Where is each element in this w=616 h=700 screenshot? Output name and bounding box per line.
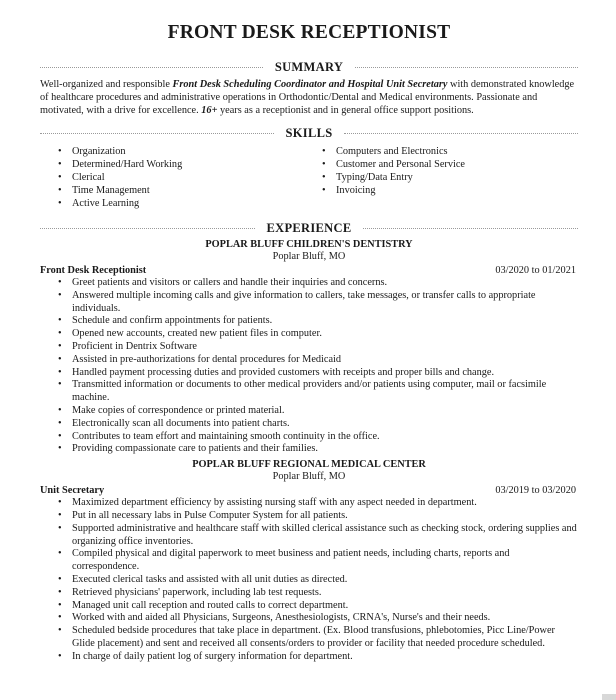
summary-part: Well-organized and responsible	[40, 79, 173, 90]
role-row	[40, 485, 578, 497]
skills-list	[40, 145, 578, 210]
duty-item: • Contributes to team effort and maintaining smooth continuity in the office.	[40, 431, 578, 444]
duty-item: • In charge of daily patient log of surgery information for department.	[40, 651, 578, 664]
duty-item: • Maximized department efficiency by assisting nursing staff with any aspect needed in department.	[40, 497, 578, 510]
job-entry	[40, 239, 578, 456]
skill-item: • Computers and Electronics	[304, 145, 465, 158]
summary-text	[40, 78, 578, 117]
duty-item: • Supported administrative and healthcare staff with skilled clerical assistance such as checking stock, ordering supplies and organizing office inventories.	[40, 523, 578, 549]
heading-rule-left	[40, 228, 255, 229]
duty-item: • Answered multiple incoming calls and give information to callers, take messages, or transfer calls to appropriate individuals.	[40, 290, 578, 316]
job-entry	[40, 459, 578, 663]
job-title: Front Desk Receptionist	[40, 265, 147, 276]
summary-part: with demonstrated knowledge of healthcare procedures and administrative operations in Orthodontic/Dental and Medical environments. Passionate and motivated, with a drive for excellence.	[40, 79, 575, 116]
resume-name: FRONT DESK RECEPTIONIST	[167, 22, 451, 43]
heading-rule-right	[355, 67, 578, 68]
duty-item: • Schedule and confirm appointments for patients.	[40, 315, 578, 328]
duty-item: • Opened new accounts, created new patient files in computer.	[40, 328, 578, 341]
skills-title: SKILLS	[285, 126, 333, 140]
experience-title: EXPERIENCE	[266, 221, 352, 235]
duty-item: • Providing compassionate care to patients and their families.	[40, 443, 578, 456]
skills-column-left	[40, 145, 304, 210]
job-dates: 03/2020 to 01/2021	[495, 265, 576, 276]
duty-item: • Electronically scan all documents into patient charts.	[40, 418, 578, 431]
employer-name: POPLAR BLUFF REGIONAL MEDICAL CENTER	[192, 459, 426, 471]
skill-item: • Time Management	[40, 184, 304, 197]
duties-list	[40, 497, 578, 663]
duty-item: • Proficient in Dentrix Software	[40, 341, 578, 354]
employer-location: Poplar Bluff, MO	[272, 471, 346, 483]
duty-item: • Transmitted information or documents to other medical providers and/or patients using computer, mail or facsimile machine.	[40, 379, 578, 405]
duty-item: • Handled payment processing duties and provided customers with receipts and proper bills and change.	[40, 367, 578, 380]
skill-item: • Typing/Data Entry	[304, 171, 465, 184]
heading-rule-left	[40, 67, 263, 68]
skills-heading	[40, 125, 578, 141]
skill-item: • Active Learning	[40, 197, 304, 210]
heading-rule-right	[363, 228, 578, 229]
duty-item: • Assisted in pre-authorizations for dental procedures for Medicaid	[40, 354, 578, 367]
heading-rule-right	[344, 133, 578, 134]
skills-column-right	[304, 145, 465, 210]
employer-location: Poplar Bluff, MO	[272, 251, 346, 262]
skill-item: • Organization	[40, 145, 304, 158]
skill-item: • Determined/Hard Working	[40, 158, 304, 171]
skill-item: • Customer and Personal Service	[304, 158, 465, 171]
duty-item: • Managed unit call reception and routed calls to correct department.	[40, 600, 578, 613]
role-row	[40, 265, 578, 277]
page-corner-mark	[602, 694, 616, 700]
job-title: Unit Secretary	[40, 485, 105, 497]
summary-title: SUMMARY	[274, 60, 344, 74]
job-dates: 03/2019 to 03/2020	[495, 485, 576, 497]
duty-item: • Executed clerical tasks and assisted with all unit duties as directed.	[40, 574, 578, 587]
summary-emphasis: Front Desk Scheduling Coordinator and Hospital Unit Secretary	[172, 79, 448, 90]
duty-item: • Worked with and aided all Physicians, Surgeons, Anesthesiologists, CRNA's, Nurse's and their needs.	[40, 612, 578, 625]
summary-years: 16+	[201, 105, 218, 116]
duties-list	[40, 277, 578, 456]
employer-name: POPLAR BLUFF CHILDREN'S DENTISTRY	[205, 239, 413, 250]
experience-heading	[40, 220, 578, 236]
duty-item: • Scheduled bedside procedures that take place in department. (Ex. Blood transfusions, phlebotomies, Picc Line/Power Glide placement) and sent and received all consents/orders to provider or facility that needed procedure scheduled.	[40, 625, 578, 651]
duty-item: • Make copies of correspondence or printed material.	[40, 405, 578, 418]
skill-item: • Clerical	[40, 171, 304, 184]
duty-item: • Compiled physical and digital paperwork to meet business and patient needs, including charts, reports and correspondence.	[40, 548, 578, 574]
duty-item: • Retrieved physicians' paperwork, including lab test requests.	[40, 587, 578, 600]
duty-item: • Put in all necessary labs in Pulse Computer System for all patients.	[40, 510, 578, 523]
summary-part: years as a receptionist and in general office support positions.	[217, 105, 474, 116]
skill-item: • Invoicing	[304, 184, 465, 197]
duty-item: • Greet patients and visitors or callers and handle their inquiries and concerns.	[40, 277, 578, 290]
summary-heading	[40, 59, 578, 75]
heading-rule-left	[40, 133, 274, 134]
